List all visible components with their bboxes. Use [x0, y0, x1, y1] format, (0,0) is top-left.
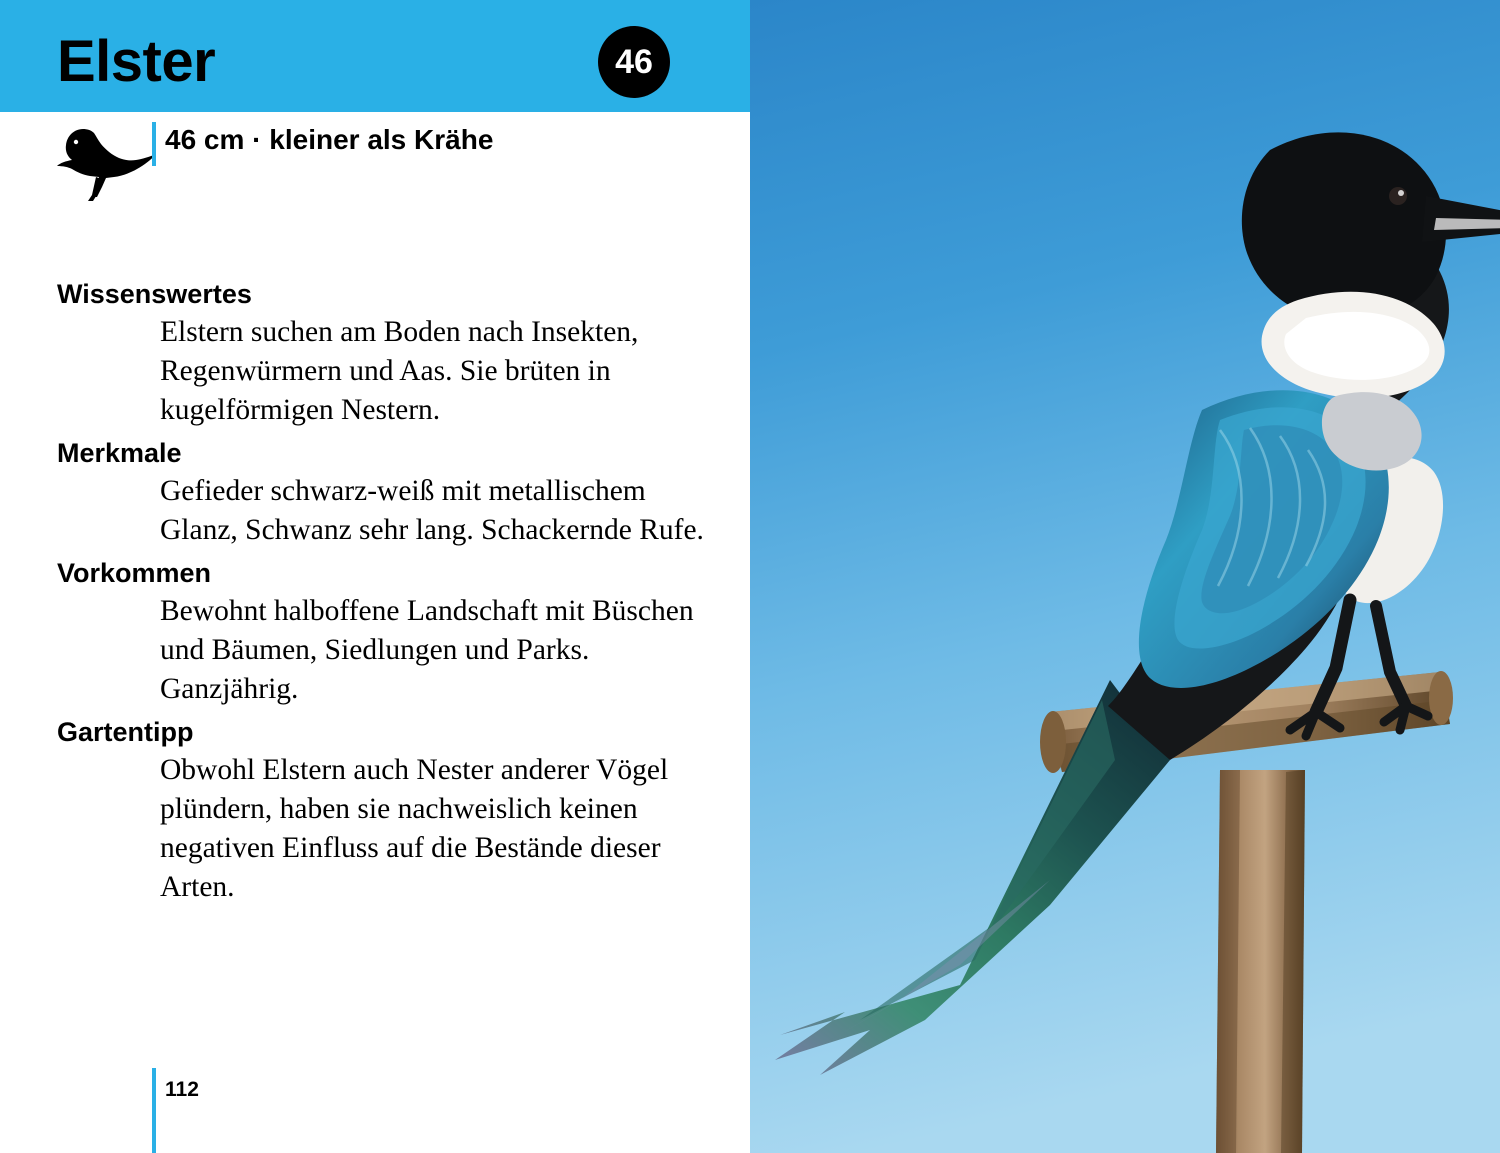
size-comparison-text: 46 cm · kleiner als Krähe — [165, 124, 494, 155]
section-heading: Vorkommen — [57, 558, 212, 588]
section-body: Elstern suchen am Boden nach Insekten, Regenwürmern und Aas. Sie brüten in kugelförmigen Nestern. — [160, 316, 639, 426]
section-heading: Gartentipp — [57, 717, 194, 747]
species-description — [57, 275, 707, 911]
page-number: 112 — [165, 1078, 199, 1101]
magpie-on-wooden-post-photo — [750, 0, 1500, 1153]
section-merkmale — [57, 434, 707, 550]
species-number-badge: 46 — [598, 26, 670, 98]
size-accent-rule — [152, 122, 156, 166]
magpie-silhouette-icon — [52, 123, 157, 205]
section-body: Obwohl Elstern auch Nester anderer Vögel plündern, haben sie nachweislich keinen negativen Einfluss auf die Bestände dieser Arten. — [160, 754, 669, 903]
section-wissenswertes — [57, 275, 707, 430]
section-body: Gefieder schwarz-weiß mit metallischem Glanz, Schwanz sehr lang. Schackernde Rufe. — [160, 475, 704, 546]
footer-accent-rule — [152, 1068, 156, 1153]
section-heading: Wissenswertes — [57, 279, 252, 309]
page-title: Elster — [57, 29, 216, 94]
section-vorkommen — [57, 554, 707, 709]
section-body: Bewohnt halboffene Landschaft mit Büschen und Bäumen, Siedlungen und Parks. Ganzjährig. — [160, 595, 694, 705]
section-heading: Merkmale — [57, 438, 182, 468]
section-gartentipp — [57, 713, 707, 907]
